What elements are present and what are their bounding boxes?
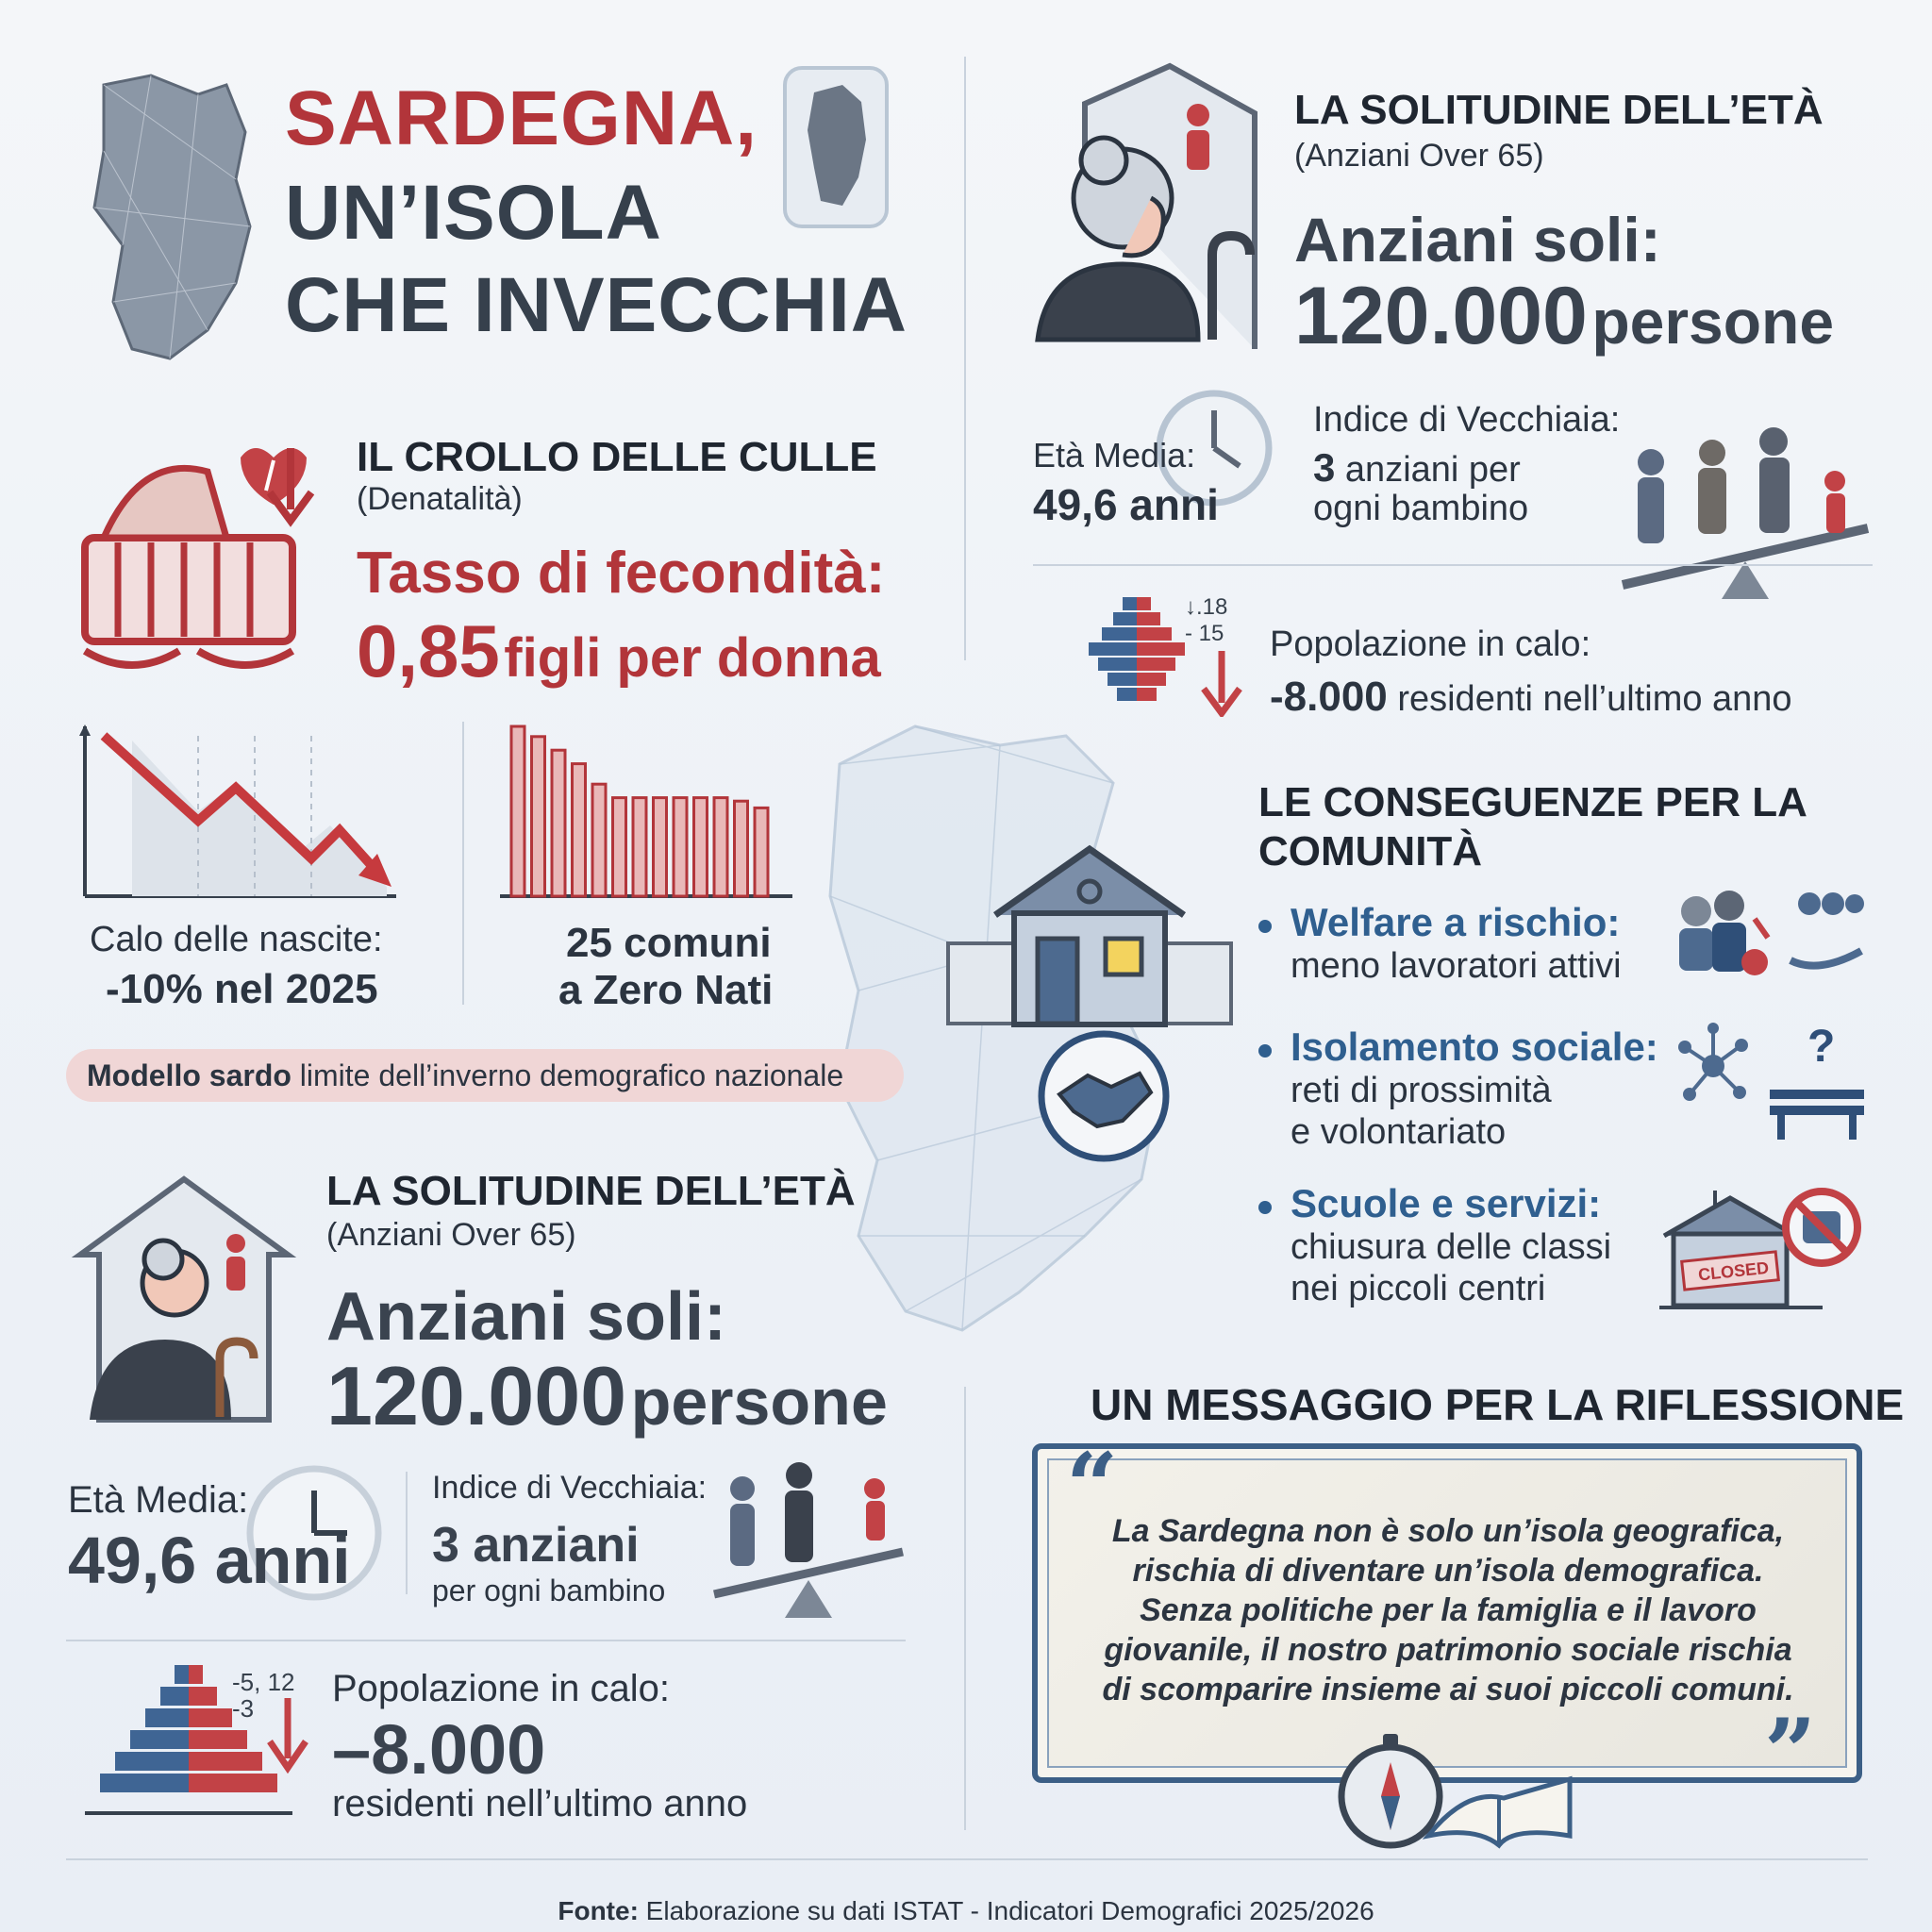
close-quote-mark: ”: [1764, 1699, 1817, 1806]
culle-heading: IL CROLLO DELLE CULLE: [357, 434, 877, 480]
pop-top-row: [1270, 674, 1792, 721]
pyramid-bottom-tick1: -5, 12: [232, 1668, 295, 1696]
conseguenza-item-isolamento: [1258, 1026, 1658, 1153]
divider-horizontal-right: [1033, 564, 1873, 566]
eta-top-label: Età Media:: [1033, 436, 1196, 475]
indice-top-rest: anziani per: [1344, 450, 1521, 490]
scuole-desc2: nei piccoli centri: [1291, 1269, 1546, 1308]
source-footer: [0, 1896, 1932, 1926]
fecondita-value-row: [357, 609, 881, 710]
comuni-bar: [735, 801, 748, 896]
workers-money-icon: [1668, 885, 1866, 979]
page-title-line2: UN’ISOLA: [285, 170, 662, 256]
comuni-bar: [532, 737, 545, 896]
solitudine-bottom-heading: LA SOLITUDINE DELL’ETÀ: [326, 1168, 856, 1214]
page-title-line1: SARDEGNA,: [285, 75, 758, 161]
isolamento-title: Isolamento sociale:: [1291, 1024, 1658, 1069]
fecondita-label: Tasso di fecondità:: [357, 541, 886, 606]
anziani-soli-bottom-value-row: [326, 1351, 888, 1466]
no-bus-icon: [1779, 1185, 1864, 1270]
pop-bottom-value: –8.000: [332, 1710, 546, 1789]
pop-top-label: Popolazione in calo:: [1270, 625, 1591, 664]
eta-bottom-value: 49,6 anni: [68, 1524, 351, 1597]
solitudine-top-heading: LA SOLITUDINE DELL’ETÀ: [1294, 87, 1824, 133]
source-label: Fonte:: [558, 1896, 639, 1925]
source-text: Elaborazione su dati ISTAT - Indicatori Demografici 2025/2026: [645, 1896, 1374, 1925]
anziani-soli-top-label: Anziani soli:: [1294, 205, 1661, 275]
open-quote-mark: “: [1066, 1433, 1119, 1540]
handshake-icon: [1036, 1028, 1172, 1164]
comuni-bar: [511, 726, 525, 896]
pop-bottom-label: Popolazione in calo:: [332, 1668, 671, 1709]
pyramid-top-tick2: - 15: [1185, 621, 1224, 646]
modello-rest: limite dell’inverno demografico nazionale: [299, 1058, 844, 1092]
indice-top-row: [1313, 445, 1521, 491]
indice-top-num: 3: [1313, 445, 1336, 490]
divider-bottom-left: [66, 1640, 906, 1641]
elderly-home-icon-bottom: [71, 1170, 297, 1424]
footer-divider: [66, 1858, 1868, 1860]
culle-subheading: (Denatalità): [357, 481, 523, 517]
messaggio-heading: UN MESSAGGIO PER LA RIFLESSIONE: [1091, 1380, 1905, 1429]
conseguenze-heading-line2: COMUNITÀ: [1258, 828, 1483, 874]
births-decline-chart: [66, 717, 406, 906]
isolamento-desc2: e volontariato: [1291, 1112, 1507, 1152]
sardinia-map-icon: [66, 66, 255, 368]
anziani-soli-top-unit: persone: [1591, 287, 1835, 357]
quote-line-3: Senza politiche per la famiglia e il lavoro: [1140, 1592, 1757, 1628]
scuole-desc1: chiusura delle classi: [1291, 1227, 1612, 1267]
bullet-dot: [1258, 1201, 1272, 1214]
isolamento-desc1: reti di prossimità: [1291, 1071, 1552, 1110]
solitudine-bottom-subheading: (Anziani Over 65): [326, 1217, 576, 1253]
elderly-home-icon: [1028, 57, 1264, 349]
eta-top-value: 49,6 anni: [1033, 480, 1219, 529]
bullet-dot: [1258, 920, 1272, 933]
quote-line-4: giovanile, il nostro patrimonio sociale rischia: [1104, 1632, 1792, 1668]
conseguenza-item-welfare: [1258, 902, 1622, 987]
divider-charts: [462, 722, 464, 1005]
anziani-soli-bottom-label: Anziani soli:: [326, 1279, 727, 1355]
house-icon: [943, 840, 1236, 1028]
indice-top-label: Indice di Vecchiaia:: [1313, 400, 1621, 440]
comuni-bar: [552, 750, 565, 896]
anziani-soli-bottom-unit: persone: [630, 1365, 888, 1439]
seesaw-elderly-icon-bottom: [709, 1462, 908, 1623]
compass-book-icon: [1334, 1723, 1579, 1855]
indice-bottom-value: 3 anziani: [432, 1518, 640, 1573]
population-pyramid-icon-top: [1075, 592, 1198, 715]
pop-top-rest: residenti nell’ultimo anno: [1397, 679, 1792, 719]
comuni-bar: [592, 784, 606, 896]
nascite-label: Calo delle nascite:: [90, 920, 383, 959]
anziani-soli-top-value: 120.000: [1294, 271, 1588, 361]
zero-births-bar-chart: [500, 717, 792, 906]
quote-text: [1085, 1511, 1811, 1709]
page-title-line3: CHE INVECCHIA: [285, 262, 908, 348]
bullet-dot: [1258, 1044, 1272, 1058]
down-arrow-icon: [262, 443, 319, 528]
network-bench-icon: [1675, 1019, 1874, 1141]
comuni-bar: [613, 798, 626, 896]
pop-bottom-rest: residenti nell’ultimo anno: [332, 1783, 748, 1824]
comuni-sublabel: a Zero Nati: [558, 967, 774, 1013]
divider-bottom-stats: [406, 1472, 408, 1594]
quote-line-1: La Sardegna non è solo un’isola geografica,: [1111, 1513, 1785, 1549]
svg-text:?: ?: [1807, 1022, 1836, 1072]
modello-sardo-pill: [66, 1049, 904, 1102]
down-arrow-icon-top: [1198, 651, 1245, 717]
comuni-bar: [755, 808, 768, 896]
indice-top-rest2: ogni bambino: [1313, 489, 1529, 528]
pyramid-top-tick1: ↓.18: [1185, 594, 1228, 620]
conseguenza-item-scuole: [1258, 1183, 1611, 1309]
comuni-bar: [714, 798, 727, 896]
welfare-title: Welfare a rischio:: [1291, 900, 1621, 944]
modello-bold: Modello sardo: [87, 1058, 291, 1092]
seesaw-elderly-icon-top: [1613, 425, 1877, 604]
comuni-bar: [674, 798, 687, 896]
comuni-bar: [573, 764, 586, 896]
closed-sign-text: CLOSED: [1697, 1257, 1770, 1285]
anziani-soli-bottom-value: 120.000: [326, 1349, 627, 1442]
welfare-desc: meno lavoratori attivi: [1291, 946, 1622, 986]
pyramid-bottom-tick2: -3: [232, 1694, 255, 1723]
fecondita-value: 0,85: [357, 609, 500, 692]
down-arrow-icon-bottom: [264, 1698, 311, 1774]
divider-vertical-top: [964, 57, 966, 660]
fecondita-unit: figli per donna: [504, 627, 881, 689]
divider-vertical-bottom: [964, 1387, 966, 1830]
comuni-bar: [633, 798, 646, 896]
sardinia-badge-icon: [781, 64, 891, 230]
comuni-bar: [694, 798, 708, 896]
solitudine-top-subheading: (Anziani Over 65): [1294, 138, 1544, 174]
nascite-value: -10% nel 2025: [106, 966, 378, 1012]
indice-bottom-rest: per ogni bambino: [432, 1574, 666, 1607]
eta-bottom-label: Età Media:: [68, 1479, 249, 1521]
quote-line-2: rischia di diventare un’isola demografica.: [1132, 1553, 1764, 1589]
pop-top-num: -8.000: [1270, 674, 1388, 720]
indice-bottom-label: Indice di Vecchiaia:: [432, 1470, 708, 1506]
scuole-title: Scuole e servizi:: [1291, 1181, 1602, 1225]
quote-line-5: di scomparire insieme ai suoi piccoli comuni.: [1102, 1672, 1794, 1707]
comuni-bar: [654, 798, 667, 896]
conseguenze-heading-line1: LE CONSEGUENZE PER LA: [1258, 779, 1807, 825]
anziani-soli-top-value-row: [1294, 271, 1835, 382]
comuni-label: 25 comuni: [566, 920, 772, 966]
